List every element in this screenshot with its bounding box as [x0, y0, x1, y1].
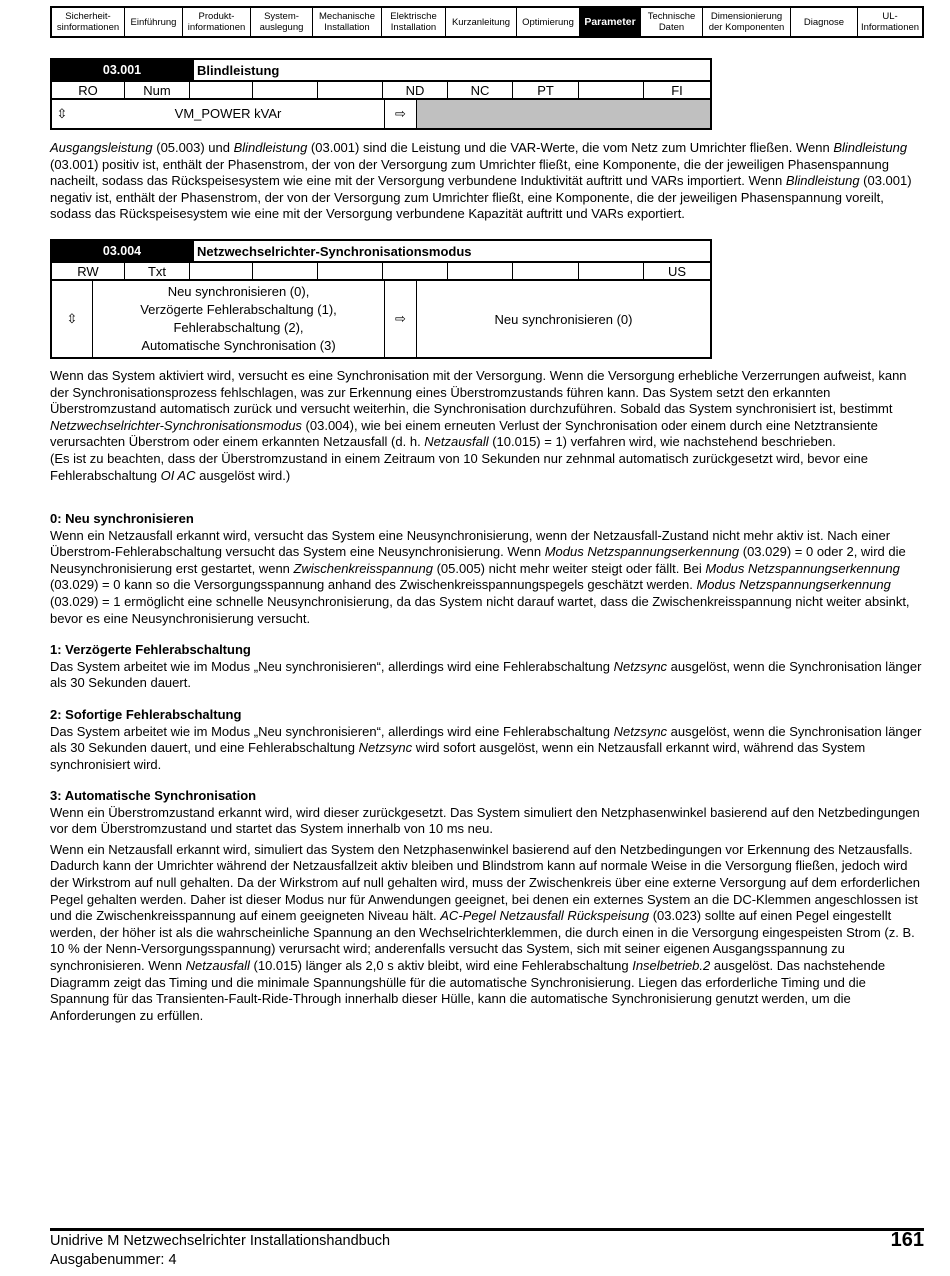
tab-optimierung[interactable]	[517, 8, 580, 36]
section-heading: 3: Automatische Synchronisation	[50, 788, 257, 803]
text-run: (03.029) = 0 oder 2, wird die Neusynchronisierung erst gestartet, wenn	[50, 544, 906, 576]
tab-sicherheitsinformationen[interactable]	[52, 8, 125, 36]
footer-manual-title: Unidrive M Netzwechselrichter Installationshandbuch	[50, 1233, 391, 1249]
text-run: Das System arbeitet wie im Modus „Neu synchronisieren“, allerdings wird eine Fehlerabschaltung	[50, 658, 614, 674]
param-ref: Netzausfall	[424, 434, 489, 450]
section-verzoegerte-fehlerabschaltung	[50, 642, 924, 692]
attr-cell	[318, 263, 383, 279]
text-run: (05.005) nicht mehr weiter steigt oder fällt. Bei	[432, 560, 706, 576]
footer-divider	[50, 1228, 924, 1231]
paragraph: Wenn ein Überstromzustand erkannt wird, wird dieser zurückgesetzt. Das System simuliert den Netzphasenwinkel basierend auf den Netzbedingungen vor dem Überstromzustand und startet das System innerhalb von 10 ms neu.	[50, 804, 920, 837]
tab-label: UL- Informationen	[860, 11, 920, 33]
parameter-table-03-001	[50, 58, 712, 130]
tab-label: Optimierung	[522, 16, 574, 28]
tab-label: Parameter	[584, 15, 636, 28]
text-run: (03.023) sollte auf einen Pegel eingestellt werden, der höher ist als die wahrscheinliche Spannung an den Wechselrichterklemmen, die durch einen in die Versorgung eingespeisten Strom (z. B. 10 % der Nenn-Versorgungsspannung) verursacht wird; anderenfalls versucht das System, sich mit seiner eigenen Ausgangsspannung zu synchronisieren. Wenn	[50, 908, 915, 973]
parameter-default	[417, 100, 710, 128]
param-ref: Blindleistung	[833, 140, 908, 155]
range-option: Verzögerte Fehlerabschaltung (1),	[140, 302, 337, 317]
page-number: 161	[890, 1229, 924, 1251]
param-ref: OI AC	[160, 467, 196, 483]
default-icon: ⇨	[385, 100, 417, 128]
param-ref: Netzsync	[613, 658, 668, 674]
section-heading: 2: Sofortige Fehlerabschaltung	[50, 707, 242, 722]
text-run: (10.015) länger als 2,0 s aktiv bleibt, wird eine Fehlerabschaltung	[249, 957, 633, 973]
text-run: Wenn das System aktiviert wird, versucht es eine Synchronisation mit der Versorgung. Wenn die Versorgung erhebliche Verzerrungen aufweist, kann der Synchronisationsprozess fehlschlagen, was zur Erkennung eines Überstromzustands führen kann. Das System setzt den erkannten Überstromzustand automatisch zurück und versucht weiterhin, die Synchronisation durchzuführen. Sobald das System synchronisiert ist, bestimmt	[50, 368, 907, 417]
attr-cell	[579, 82, 644, 98]
param-ref: Blindleistung	[233, 140, 308, 155]
paragraph	[50, 659, 924, 692]
chapter-nav	[50, 6, 924, 38]
parameter-number: 03.001	[52, 60, 192, 80]
tab-mechanische-installation[interactable]	[313, 8, 382, 36]
text-run: wird sofort ausgelöst, wenn ein Netzausfall erkannt wird, während das System synchronisiert wird.	[50, 740, 866, 772]
param-ref: Blindleistung	[785, 173, 860, 189]
default-icon: ⇨	[385, 281, 417, 357]
paragraph	[50, 528, 924, 628]
attr-cell	[513, 263, 579, 279]
param-ref: Zwischenkreisspannung	[293, 560, 433, 576]
text-run: (03.029) = 1 ermöglicht eine schnelle Neusynchronisierung, da das System nicht darauf wartet, dass die Zwischenkreisspannung nicht weiter absinkt, bevor es eine Neusynchronisierung versucht.	[50, 593, 910, 626]
attr-cell: Num	[125, 82, 190, 98]
param-ref: Ausgangsleistung	[50, 140, 153, 155]
section-neu-synchronisieren	[50, 511, 924, 627]
section-sofortige-fehlerabschaltung	[50, 707, 924, 773]
section-heading: 0: Neu synchronisieren	[50, 511, 194, 526]
text-run: Wenn ein Netzausfall erkannt wird, simuliert das System den Netzphasenwinkel basierend auf den Netzbedingungen vor Erkennung des Netzausfalls. Dadurch kann der Umrichter während der Netzausfallzeit aktiv bleiben und Blindstrom kann auf normale Weise in die Versorgung fließen, jedoch wird der Wirkstrom auf null gehalten. Da der Wirkstrom auf null gehalten wird, muss der Zwischenkreis über eine externe Versorgung auf dem erforderlichen Pegel gehalten werden. Daher ist dieser Modus nur für Anwendungen geeignet, bei denen ein externes System an die DC-Klemmen angeschlossen ist und die Zwischenkreisspannung auf einem geeigneten Niveau hält.	[50, 841, 920, 924]
description-blindleistung	[50, 140, 924, 223]
tab-label: Dimensionierung der Komponenten	[708, 11, 785, 33]
section-automatische-synchronisation	[50, 788, 924, 1024]
range-option: Fehlerabschaltung (2),	[173, 320, 304, 335]
param-ref: Netzsync	[613, 723, 668, 739]
tab-diagnose[interactable]	[791, 8, 858, 36]
tab-produktinformationen[interactable]	[183, 8, 251, 36]
parameter-range	[92, 281, 385, 357]
range-icon: ⇳	[56, 106, 68, 121]
text-run: ausgelöst. Das nachstehende Diagramm zeigt das Timing und die minimale Spannungshülle für die automatische Synchronisierung. Liegen das erforderliche Timing und die Spannung für das Transienten-Fault-Ride-Through innerhalb dieser Hülle, kann die automatische Synchronisierung genutzt werden, um die Anforderungen zu erfüllen.	[50, 957, 886, 1023]
paragraph	[50, 842, 924, 1025]
tab-label: Elektrische Installation	[390, 11, 437, 33]
section-heading: 1: Verzögerte Fehlerabschaltung	[50, 642, 251, 657]
paragraph	[50, 368, 924, 451]
tab-einfuehrung[interactable]	[125, 8, 183, 36]
text-run: Das System arbeitet wie im Modus „Neu synchronisieren“, allerdings wird eine Fehlerabschaltung	[50, 723, 614, 739]
param-ref: Modus Netzspannungserkennung	[705, 560, 900, 576]
tab-label: Diagnose	[803, 16, 845, 28]
text-run: ausgelöst wird.)	[195, 467, 291, 483]
text-run: (03.001) negativ ist, enthält der Phasenstrom, der von der Versorgung zum Umrichter fließt, eine Komponente, die der jeweiligen Phasenspannung voreilt, sodass das Rückspeisesystem wie eine mit der Versorgung verbundene Kapazität auftritt und VARs exportiert.	[50, 173, 912, 222]
text-run: (03.001) positiv ist, enthält der Phasenstrom, der von der Versorgung zum Umrichter fließt, eine Komponente, die der jeweiligen Phasenspannung nacheilt, sodass das Rückspeisesystem wie eine mit der Versorgung verbundene Induktivität auftritt und VARs importiert. Wenn	[50, 156, 889, 189]
tab-dimensionierung[interactable]	[703, 8, 791, 36]
attr-cell: PT	[513, 82, 579, 98]
tab-label: Kurzanleitung	[451, 16, 511, 28]
description-sync-mode	[50, 368, 924, 484]
attr-cell	[383, 263, 448, 279]
attr-cell: RW	[52, 263, 125, 279]
param-ref: Netzwechselrichter-Synchronisationsmodus	[50, 417, 302, 433]
attr-cell: Txt	[125, 263, 190, 279]
paragraph	[50, 140, 924, 223]
text-run: ausgelöst, wenn die Synchronisation länger als 30 Sekunden dauert.	[50, 658, 922, 691]
text-run: (10.015) = 1) verfahren wird, wie nachstehend beschrieben.	[488, 434, 836, 450]
text-run: Wenn ein Netzausfall erkannt wird, versucht das System eine Neusynchronisierung, wenn der Netzausfall-Zustand nicht mehr aktiv ist. Nach einer Überstrom-Fehlerabschaltung versucht das System eine Neusynchronisierung. Wenn	[50, 527, 891, 560]
tab-parameter[interactable]	[580, 8, 641, 36]
text-run: (03.004), wie bei einem erneuten Verlust der Synchronisation oder einem durch eine Netztransiente verursachten Überstrom oder einem erkannten Netzausfall (d. h.	[50, 417, 878, 450]
attr-cell	[579, 263, 644, 279]
tab-label: Mechanische Installation	[319, 11, 375, 33]
tab-label: Produkt- informationen	[187, 11, 246, 33]
attr-cell: ND	[383, 82, 448, 98]
text-run: (03.001) sind die Leistung und die VAR-Werte, die vom Netz zum Umrichter fließen. Wenn	[307, 140, 834, 155]
paragraph	[50, 451, 924, 484]
param-ref: Modus Netzspannungserkennung	[544, 544, 740, 560]
text-run: ausgelöst, wenn die Synchronisation länger als 30 Sekunden dauert, und eine Fehlerabschaltung	[50, 723, 922, 756]
attr-cell	[253, 263, 318, 279]
param-ref: Inselbetrieb.2	[632, 957, 711, 973]
paragraph	[50, 724, 924, 774]
parameter-name: Netzwechselrichter-Synchronisationsmodus	[192, 241, 710, 261]
attr-cell	[190, 82, 253, 98]
tab-ul-informationen[interactable]	[858, 8, 922, 36]
attr-cell: NC	[448, 82, 513, 98]
text-run: (Es ist zu beachten, dass der Überstromzustand in einem Zeitraum von 10 Sekunden nur zehnmal automatisch zurückgesetzt wird, bevor eine Fehlerabschaltung	[50, 450, 868, 483]
attr-cell	[448, 263, 513, 279]
tab-label: Sicherheit- sinformationen	[56, 11, 120, 33]
tab-systemauslegung[interactable]	[251, 8, 313, 36]
attr-cell: US	[667, 263, 687, 279]
footer-issue-number: Ausgabenummer: 4	[50, 1252, 177, 1268]
tab-kurzanleitung[interactable]	[446, 8, 517, 36]
tab-technische-daten[interactable]	[641, 8, 703, 36]
param-ref: Netzausfall	[185, 957, 250, 973]
range-icon: ⇳	[66, 311, 78, 326]
text-run: (03.029) = 0 kann so die Versorgungsspannung anhand des Zwischenkreisspannungspegels geschätzt werden.	[50, 577, 697, 593]
tab-label: System- auslegung	[259, 11, 304, 33]
parameter-table-03-004	[50, 239, 712, 359]
attr-cell	[253, 82, 318, 98]
text-run: (05.003) und	[152, 140, 234, 155]
attr-cell	[190, 263, 253, 279]
range-option: Automatische Synchronisation (3)	[141, 338, 336, 353]
parameter-default: Neu synchronisieren (0)	[494, 311, 633, 327]
param-ref: AC-Pegel Netzausfall Rückspeisung	[440, 908, 650, 924]
attr-cell: RO	[52, 82, 125, 98]
parameter-name: Blindleistung	[192, 60, 710, 80]
param-ref: Netzsync	[358, 740, 413, 756]
attr-cell: FI	[671, 82, 683, 98]
parameter-range: VM_POWER kVAr	[72, 100, 385, 128]
param-ref: Modus Netzspannungserkennung	[696, 577, 891, 593]
tab-label: Technische Daten	[647, 11, 696, 33]
range-option: Neu synchronisieren (0),	[167, 284, 310, 299]
tab-elektrische-installation[interactable]	[382, 8, 446, 36]
tab-label: Einführung	[130, 16, 177, 28]
attr-cell	[318, 82, 383, 98]
parameter-number: 03.004	[52, 241, 192, 261]
